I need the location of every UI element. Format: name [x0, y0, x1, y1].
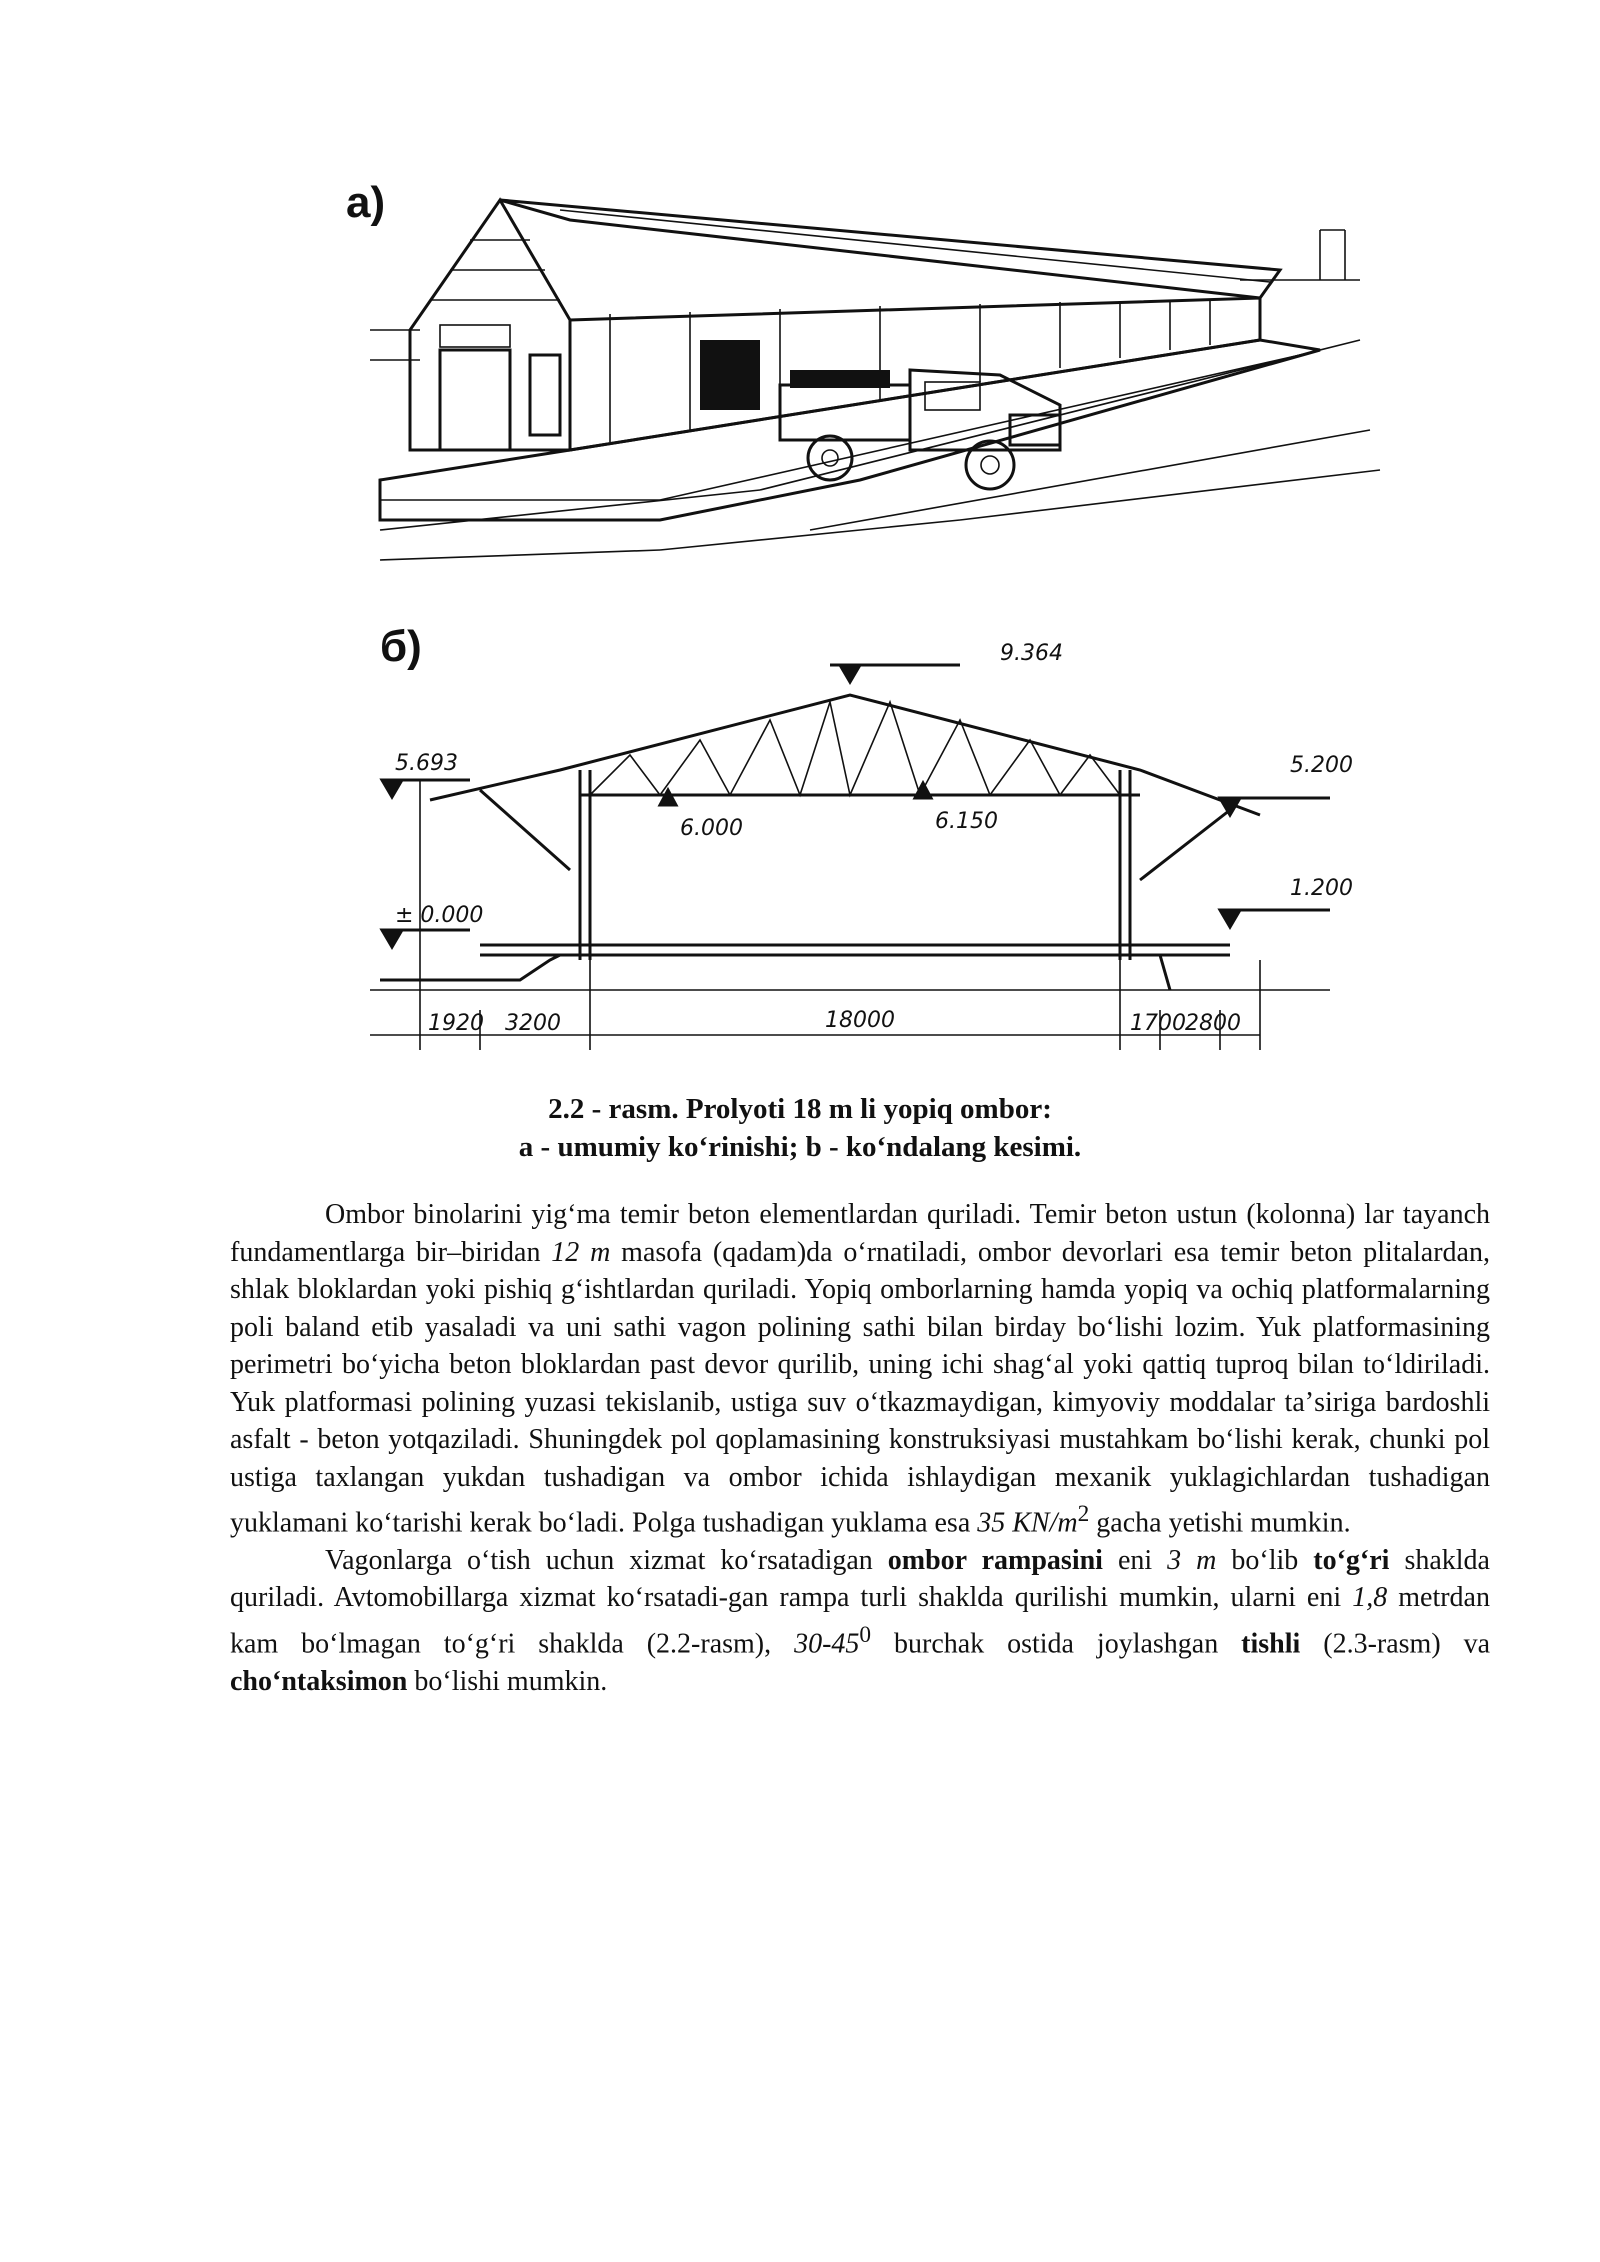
- p2-text-8: boʻlishi mumkin.: [407, 1665, 608, 1697]
- dim-1700: 1700: [1130, 1011, 1186, 1036]
- dim-right-platform-level: 1.200: [1290, 876, 1353, 901]
- p2-italic-2: 1,8: [1352, 1582, 1388, 1614]
- p2-bold-3: tishli: [1241, 1628, 1301, 1660]
- warehouse-cross-section-drawing: [360, 630, 1360, 1070]
- p2-bold-4: choʻntaksimon: [230, 1665, 408, 1697]
- body-text: [230, 1196, 1490, 1700]
- figure-caption: [0, 1090, 1600, 1166]
- dim-truss-center-level: 6.150: [935, 809, 998, 834]
- p2-superscript: 0: [859, 1621, 872, 1648]
- dim-3200: 3200: [505, 1011, 561, 1036]
- paragraph-1: [230, 1196, 1490, 1542]
- dim-2800: 2800: [1185, 1011, 1241, 1036]
- p2-bold-1: ombor rampasini: [887, 1544, 1103, 1576]
- p2-bold-2: toʻgʻri: [1313, 1544, 1390, 1576]
- p2-text-1: Vagonlarga oʻtish uchun xizmat koʻrsatadigan: [325, 1544, 888, 1576]
- paragraph-2: [230, 1542, 1490, 1700]
- p1-text-2: masofa (qadam)da oʻrnatiladi, ombor devorlari esa temir beton plitalardan, shlak bloklardan yoki pishiq gʻishtlardan quriladi. Yopiq omborlarning hamda yopiq va ochiq platformalarning poli baland etib yasaladi va uni sathi vagon polining sathi bilan birday boʻlishi lozim. Yuk platformasining perimetri boʻyicha beton bloklardan past devor qurilib, uning ichi shagʻal yoki qattiq tuproq bilan toʻldiriladi. Yuk platformasi polining yuzasi tekislanib, ustiga suv oʻtkazmaydigan, kimyoviy moddalar taʼsiriga bardoshli asfalt - beton yotqaziladi. Shuningdek pol qoplamasining konstruksiyasi mustahkam boʻlishi kerak, chunki pol ustiga taxlangan yukdan tushadigan va ombor ichida ishlaydigan mexanik yuklagichlardan tushadigan yuklamani koʻtarishi kerak boʻladi. Polga tushadigan yuklama esa: [230, 1236, 1490, 1539]
- caption-line-2: a - umumiy koʻrinishi; b - koʻndalang kesimi.: [518, 1131, 1082, 1163]
- p2-text-2: eni: [1102, 1544, 1168, 1576]
- p2-italic-3: 30-45: [794, 1628, 860, 1660]
- dim-1920: 1920: [428, 1011, 484, 1036]
- dim-right-eave-level: 5.200: [1290, 753, 1353, 778]
- p2-text-7: (2.3-rasm) va: [1300, 1628, 1491, 1660]
- dim-zero-level: ± 0.000: [395, 903, 484, 928]
- dim-truss-left-level: 6.000: [680, 816, 743, 841]
- p1-text-1: Ombor binolarini yigʻma temir beton elementlardan quriladi. Temir beton ustun (kolonna) lar tayanch fundamentlarga bir–biridan: [230, 1199, 1490, 1268]
- warehouse-perspective-drawing: [360, 190, 1390, 570]
- dim-left-eave-level: 5.693: [395, 751, 458, 776]
- p2-text-5: metrdan kam boʻlmagan toʻgʻri shaklda (2.2-rasm),: [230, 1582, 1490, 1660]
- figure-b-label: б): [380, 622, 422, 671]
- p2-text-4: shaklda quriladi. Avtomobillarga xizmat koʻrsatadi-gan rampa turli shaklda qurilishi mumkin, ularni eni: [230, 1544, 1490, 1614]
- dim-18000: 18000: [825, 1008, 895, 1033]
- caption-line-1: 2.2 - rasm. Prolyoti 18 m li yopiq ombor:: [548, 1093, 1052, 1125]
- truck-illustration: [780, 370, 1060, 489]
- p1-italic-1: 12 m: [551, 1236, 611, 1268]
- dim-ridge-level: 9.364: [1000, 641, 1063, 666]
- p1-text-3: gacha yetishi mumkin.: [1089, 1507, 1351, 1539]
- p2-text-6: burchak ostida joylashgan: [871, 1628, 1242, 1660]
- p2-text-3: boʻlib: [1216, 1544, 1314, 1576]
- p2-italic-1: 3 m: [1167, 1544, 1217, 1576]
- p1-superscript: 2: [1077, 1501, 1090, 1527]
- figure-a-label: а): [346, 178, 386, 227]
- p1-italic-2: 35 KN/m: [977, 1507, 1078, 1539]
